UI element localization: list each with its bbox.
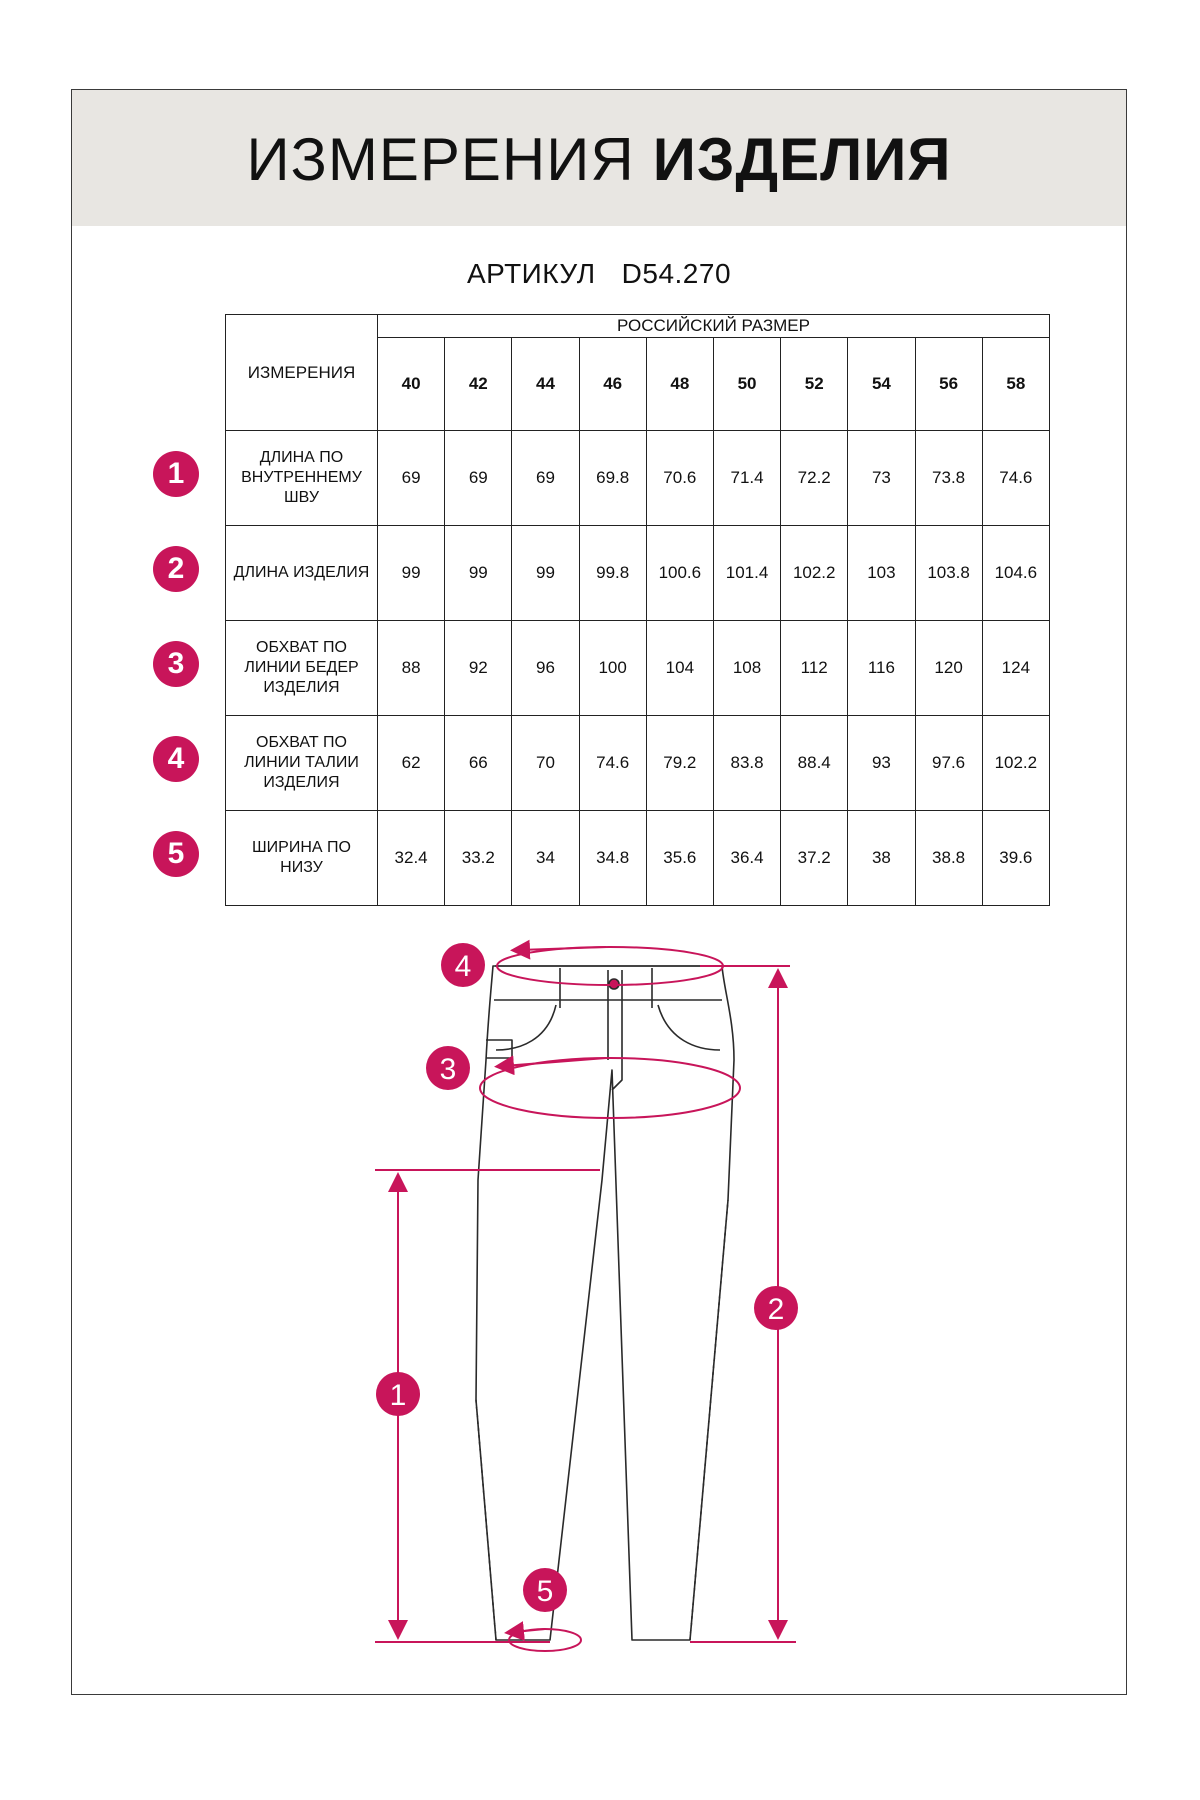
row-label: ДЛИНА ИЗДЕЛИЯ	[226, 526, 378, 621]
table-cell: 69.8	[579, 431, 646, 526]
size-header: 46	[579, 338, 646, 431]
diagram-marker-1	[376, 1372, 420, 1416]
table-cell: 99	[512, 526, 579, 621]
table-cell: 33.2	[445, 811, 512, 906]
size-header: 58	[982, 338, 1049, 431]
table-cell: 83.8	[713, 716, 780, 811]
title-bold: ИЗДЕЛИЯ	[652, 126, 952, 193]
table-cell: 73.8	[915, 431, 982, 526]
size-header: 44	[512, 338, 579, 431]
row-number-badge: 2	[153, 546, 199, 592]
table-cell: 99	[378, 526, 445, 621]
table-cell: 70.6	[646, 431, 713, 526]
size-header: 56	[915, 338, 982, 431]
size-header: 50	[713, 338, 780, 431]
marker-1-label: 1	[389, 1379, 407, 1412]
table-cell: 103.8	[915, 526, 982, 621]
row-number-badge: 4	[153, 736, 199, 782]
table-cell: 108	[713, 621, 780, 716]
table-cell: 88.4	[781, 716, 848, 811]
article-code: D54.270	[621, 258, 732, 289]
table-cell: 96	[512, 621, 579, 716]
table-cell: 92	[445, 621, 512, 716]
table-cell: 35.6	[646, 811, 713, 906]
table-cell: 74.6	[982, 431, 1049, 526]
table-cell: 124	[982, 621, 1049, 716]
table-cell: 66	[445, 716, 512, 811]
table-cell: 100.6	[646, 526, 713, 621]
table-cell: 120	[915, 621, 982, 716]
diagram-marker-4	[441, 943, 485, 987]
table-cell: 79.2	[646, 716, 713, 811]
table-cell: 70	[512, 716, 579, 811]
row-number-badge: 3	[153, 641, 199, 687]
diagram-marker-3	[426, 1046, 470, 1090]
table-cell: 93	[848, 716, 915, 811]
table-cell: 36.4	[713, 811, 780, 906]
row-number-badge: 1	[153, 451, 199, 497]
marker-3-label: 3	[439, 1053, 457, 1086]
table-cell: 38	[848, 811, 915, 906]
table-cell: 104.6	[982, 526, 1049, 621]
size-header: 48	[646, 338, 713, 431]
table-cell: 39.6	[982, 811, 1049, 906]
table-cell: 112	[781, 621, 848, 716]
measure-header: ИЗМЕРЕНИЯ	[226, 315, 378, 431]
table-cell: 100	[579, 621, 646, 716]
row-label: ОБХВАТ ПО ЛИНИИ БЕДЕР ИЗДЕЛИЯ	[226, 621, 378, 716]
row-number-badge: 5	[153, 831, 199, 877]
article-label: АРТИКУЛ	[466, 258, 596, 289]
title-light: ИЗМЕРЕНИЯ	[246, 126, 635, 193]
size-header: 42	[445, 338, 512, 431]
table-cell: 101.4	[713, 526, 780, 621]
table-cell: 102.2	[781, 526, 848, 621]
table-cell: 38.8	[915, 811, 982, 906]
size-group-header: РОССИЙСКИЙ РАЗМЕР	[378, 315, 1050, 338]
table-cell: 102.2	[982, 716, 1049, 811]
table-cell: 97.6	[915, 716, 982, 811]
table-cell: 69	[445, 431, 512, 526]
diagram-marker-5	[523, 1568, 567, 1612]
row-label: ШИРИНА ПО НИЗУ	[226, 811, 378, 906]
row-label: ДЛИНА ПО ВНУТРЕННЕМУ ШВУ	[226, 431, 378, 526]
table-cell: 73	[848, 431, 915, 526]
row-label: ОБХВАТ ПО ЛИНИИ ТАЛИИ ИЗДЕЛИЯ	[226, 716, 378, 811]
table-cell: 99.8	[579, 526, 646, 621]
table-cell: 88	[378, 621, 445, 716]
table-cell: 34	[512, 811, 579, 906]
size-header: 52	[781, 338, 848, 431]
table-cell: 74.6	[579, 716, 646, 811]
diagram-marker-2	[754, 1286, 798, 1330]
table-cell: 116	[848, 621, 915, 716]
marker-2-label: 2	[767, 1293, 785, 1326]
table-cell: 99	[445, 526, 512, 621]
table-cell: 69	[512, 431, 579, 526]
table-cell: 62	[378, 716, 445, 811]
table-cell: 71.4	[713, 431, 780, 526]
marker-4-label: 4	[454, 950, 472, 983]
size-header: 54	[848, 338, 915, 431]
marker-5-label: 5	[536, 1575, 554, 1608]
table-cell: 37.2	[781, 811, 848, 906]
table-cell: 34.8	[579, 811, 646, 906]
table-cell: 103	[848, 526, 915, 621]
table-cell: 72.2	[781, 431, 848, 526]
table-cell: 69	[378, 431, 445, 526]
size-header: 40	[378, 338, 445, 431]
table-cell: 32.4	[378, 811, 445, 906]
table-cell: 104	[646, 621, 713, 716]
